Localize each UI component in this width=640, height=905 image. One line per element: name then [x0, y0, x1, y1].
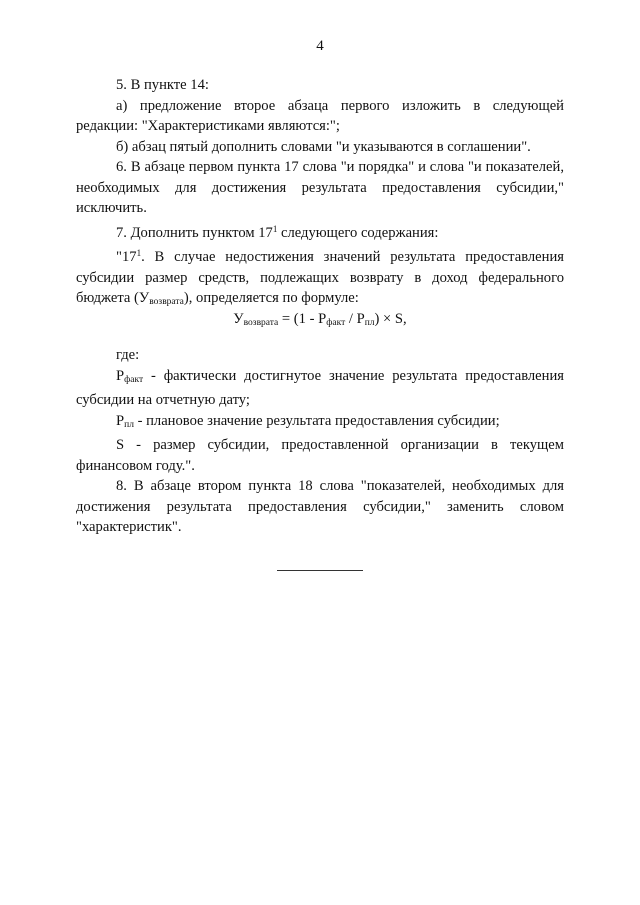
- page-number: 4: [316, 38, 324, 54]
- p-plan-definition: $Р_{пл}$ - плановое значение результата предоставления субсидии;: [116, 412, 500, 430]
- item6-text: 6. В абзаце первом пункта 17 слова "и порядка" и слова "и показателей, необходимых для достижения результата предоставления субсидии," исключить.: [76, 159, 564, 216]
- p-fact-definition: $Р_{факт}$ - фактически достигнутое значение результата предоставления субсидии на отчетную дату;: [76, 367, 564, 408]
- body-text-lower: [76, 345, 564, 538]
- end-divider: [277, 570, 363, 571]
- item5-sub-a: а) предложение второе абзаца первого изложить в следующей редакции: "Характеристиками являются:";: [76, 97, 564, 134]
- item5-heading: 5. В пункте 14:: [116, 77, 209, 93]
- s-definition: S - размер субсидии, предоставленной организации в текущем финансовом году.".: [76, 437, 564, 474]
- where-label: где:: [116, 347, 140, 363]
- body-text-upper: [76, 75, 564, 313]
- refund-formula: $У_{возврата} = (1 - Р_{факт} / Р_{пл}) \times S$,: [233, 311, 407, 328]
- item5-sub-b: б) абзац пятый дополнить словами "и указываются в соглашении".: [116, 138, 531, 155]
- item8-text: 8. В абзаце втором пункта 18 слова "показателей, необходимых для достижения результата предоставления субсидии," заменить словом "характеристик".: [76, 478, 564, 535]
- item7-heading: 7. Дополнить пунктом $17^1$ следующего содержания:: [116, 223, 439, 241]
- item7-quote: "$17^1$. В случае недостижения значений результата предоставления субсидии размер средств, подлежащих возврату в доход федерального бюджета $(У_{возврата})$, определяется по формуле:: [76, 248, 564, 307]
